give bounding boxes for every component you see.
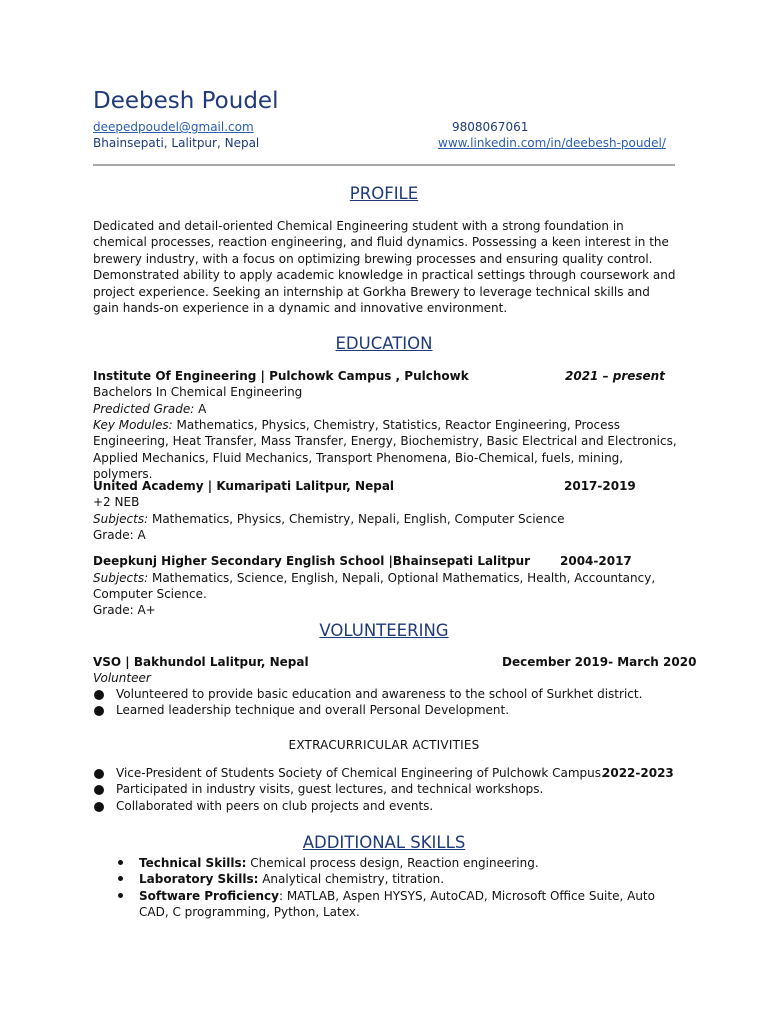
- grade-value: A: [194, 402, 207, 416]
- bullet-icon: [94, 802, 104, 812]
- education-degree-2: +2 NEB: [93, 495, 140, 509]
- extracurricular-date: 2022-2023: [602, 766, 674, 780]
- bullet-icon: [118, 876, 123, 881]
- profile-text: Dedicated and detail-oriented Chemical Engineering student with a strong foundation in chemical processes, reaction engineering, and fluid dynamics. Possessing a keen interest in the brewery industry, with a focus on optimizing brewing processes and ensuring quality control. Demonstrated ability to apply academic knowledge in practical settings through coursework and project experience. Seeking an internship at Gorkha Brewery to leverage technical skills and gain hands-on experience in a dynamic and innovative environment.: [93, 219, 676, 316]
- linkedin-link[interactable]: www.linkedin.com/in/deebesh-poudel/: [438, 136, 666, 150]
- volunteering-heading: VOLUNTEERING: [319, 621, 449, 640]
- list-item: Participated in industry visits, guest lectures, and technical workshops.: [93, 781, 678, 797]
- education-date-1: 2021 – present: [565, 369, 665, 383]
- education-date-2: 2017-2019: [564, 479, 636, 493]
- bullet-icon: [118, 860, 123, 865]
- candidate-name: Deebesh Poudel: [93, 88, 279, 114]
- education-org-1: Institute Of Engineering | Pulchowk Campus , Pulchowk: [93, 369, 469, 383]
- education-org-2: United Academy | Kumaripati Lalitpur, Nepal: [93, 479, 395, 493]
- education-grade-3: Grade: A+: [93, 603, 156, 617]
- email-link[interactable]: deepedpoudel@gmail.com: [93, 120, 254, 134]
- education-grade-1: [93, 401, 206, 417]
- list-item: Software Proficiency: MATLAB, Aspen HYSYS, AutoCAD, Microsoft Office Suite, Auto CAD, C programming, Python, Latex.: [118, 888, 678, 921]
- address: Bhainsepati, Lalitpur, Nepal: [93, 136, 260, 150]
- bullet-icon: [94, 690, 104, 700]
- grade-label: Predicted Grade:: [93, 402, 195, 416]
- list-item: Learned leadership technique and overall Personal Development.: [93, 702, 678, 718]
- skills-heading: ADDITIONAL SKILLS: [302, 833, 466, 852]
- subjects-value: Mathematics, Science, English, Nepali, Optional Mathematics, Health, Accountancy, Computer Science.: [93, 571, 656, 602]
- phone-number: 9808067061: [452, 120, 529, 134]
- list-item: Technical Skills: Chemical process design, Reaction engineering.: [118, 855, 678, 871]
- education-grade-2: Grade: A: [93, 528, 146, 542]
- volunteering-list: [93, 686, 678, 719]
- bullet-icon: [94, 785, 104, 795]
- subjects-value: Mathematics, Physics, Chemistry, Nepali, English, Computer Science: [148, 512, 565, 526]
- education-date-3: 2004-2017: [560, 554, 632, 568]
- education-heading: EDUCATION: [335, 334, 433, 353]
- education-subjects-3: [93, 570, 678, 603]
- education-modules-1: [93, 417, 678, 482]
- skills-list: [118, 855, 678, 920]
- education-subjects-2: [93, 511, 565, 527]
- bullet-icon: [94, 706, 104, 716]
- header-divider: [93, 164, 675, 166]
- list-item: Vice-President of Students Society of Chemical Engineering of Pulchowk Campus.: [93, 765, 678, 781]
- volunteering-role: Volunteer: [93, 671, 151, 685]
- list-item: Collaborated with peers on club projects and events.: [93, 798, 678, 814]
- list-item: Volunteered to provide basic education and awareness to the school of Surkhet district.: [93, 686, 678, 702]
- modules-value: Mathematics, Physics, Chemistry, Statistics, Reactor Engineering, Process Engineering, Heat Transfer, Mass Transfer, Energy, Biochemistry, Basic Electrical and Electronics, Applied Mechanics, Fluid Mechanics, Transport Phenomena, Bio-Chemical, fuels, mining, polymers.: [93, 418, 677, 481]
- education-degree-1: Bachelors In Chemical Engineering: [93, 385, 303, 399]
- bullet-icon: [94, 769, 104, 779]
- extracurricular-list: [93, 765, 678, 814]
- modules-label: Key Modules:: [93, 418, 173, 432]
- volunteering-org: VSO | Bakhundol Lalitpur, Nepal: [93, 655, 309, 669]
- volunteering-date: December 2019- March 2020: [502, 655, 697, 669]
- list-item: Laboratory Skills: Analytical chemistry, titration.: [118, 871, 678, 887]
- profile-heading: PROFILE: [349, 184, 419, 203]
- extracurricular-heading: EXTRACURRICULAR ACTIVITIES: [288, 738, 480, 752]
- education-org-3: Deepkunj Higher Secondary English School |Bhainsepati Lalitpur: [93, 554, 531, 568]
- subjects-label: Subjects:: [93, 512, 149, 526]
- bullet-icon: [118, 893, 123, 898]
- subjects-label: Subjects:: [93, 571, 149, 585]
